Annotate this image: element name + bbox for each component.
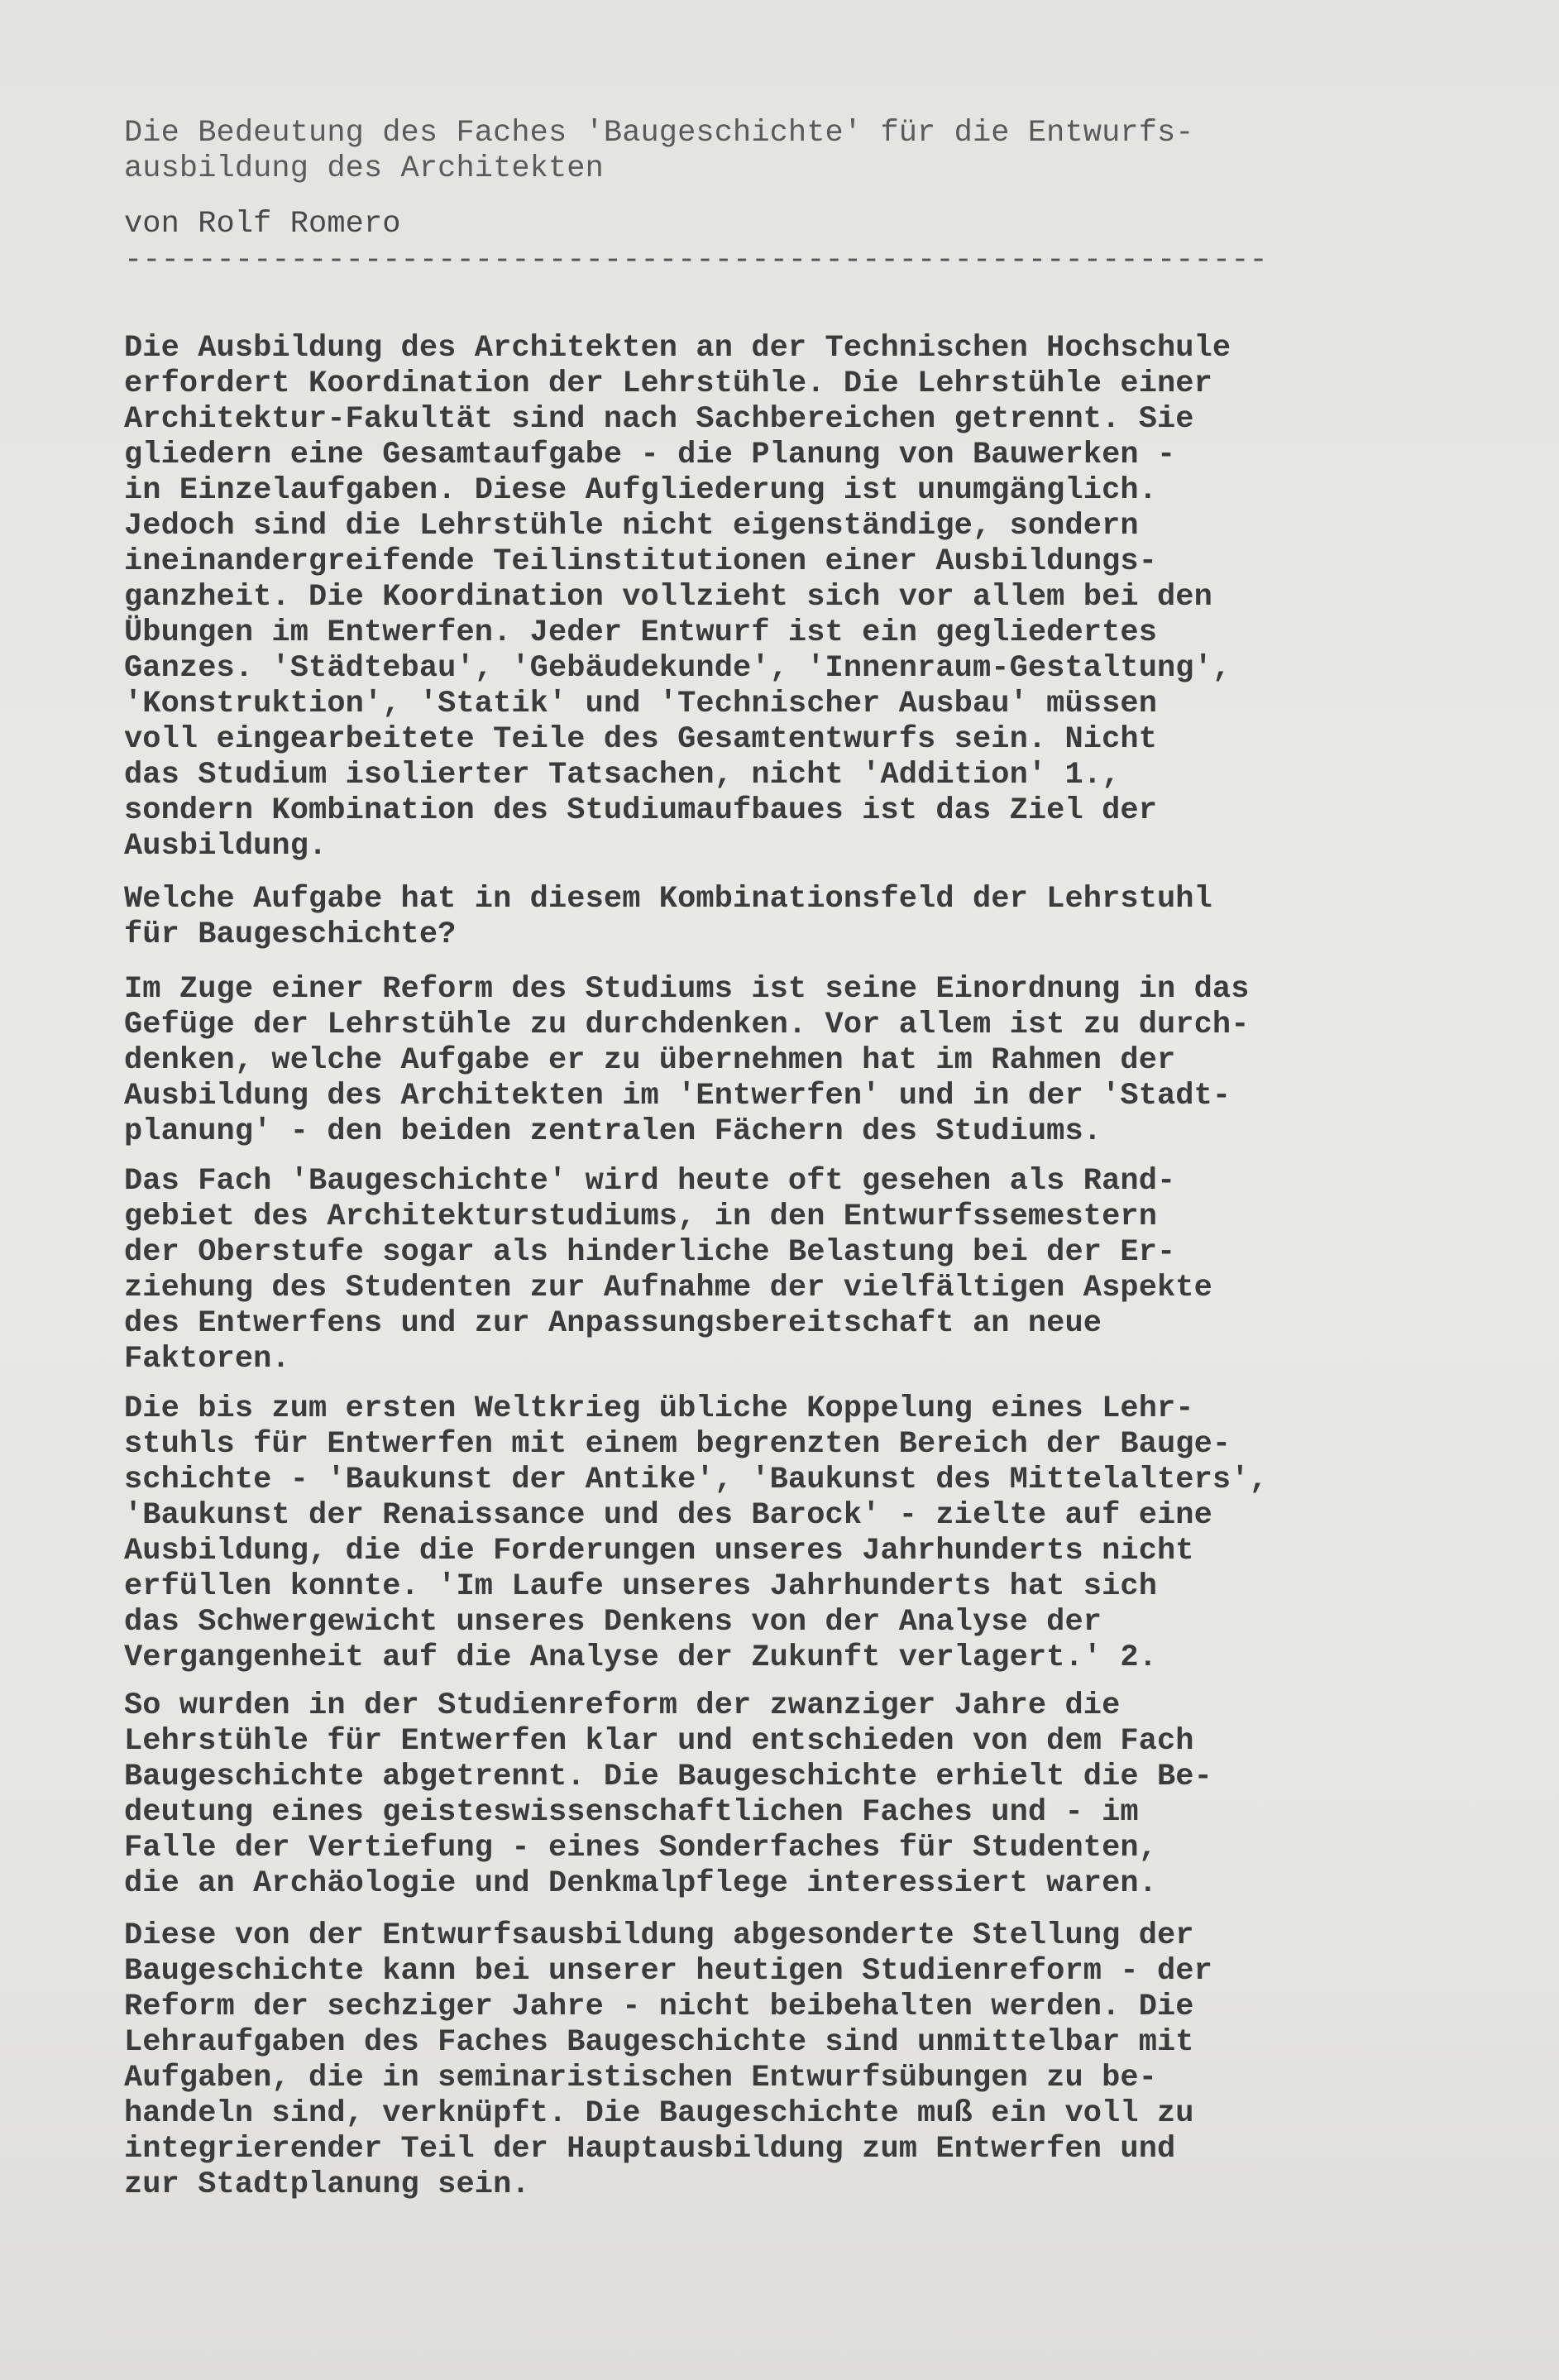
text-line: Falle der Vertiefung - eines Sonderfaches für Studenten, bbox=[124, 1831, 1158, 1865]
text-line: voll eingearbeitete Teile des Gesamtentwurfs sein. Nicht bbox=[124, 722, 1158, 757]
document-title bbox=[124, 116, 1194, 187]
text-line: Lehraufgaben des Faches Baugeschichte sind unmittelbar mit bbox=[124, 2025, 1194, 2060]
text-line: Ausbildung des Architekten im 'Entwerfen' und in der 'Stadt- bbox=[124, 1079, 1231, 1113]
text-line: Reform der sechziger Jahre - nicht beibehalten werden. Die bbox=[124, 1990, 1194, 2024]
text-line: des Entwerfens und zur Anpassungsbereitschaft an neue bbox=[124, 1306, 1102, 1341]
text-line: Faktoren. bbox=[124, 1342, 290, 1377]
paragraph-7 bbox=[124, 1918, 1212, 2203]
text-line: integrierender Teil der Hauptausbildung zum Entwerfen und bbox=[124, 2132, 1176, 2167]
text-line: planung' - den beiden zentralen Fächern des Studiums. bbox=[124, 1114, 1102, 1149]
text-line: Baugeschichte kann bei unserer heutigen Studienreform - der bbox=[124, 1954, 1212, 1989]
text-line: das Schwergewicht unseres Denkens von der Analyse der bbox=[124, 1605, 1102, 1640]
text-line: Die bis zum ersten Weltkrieg übliche Koppelung eines Lehr- bbox=[124, 1391, 1194, 1426]
text-line: deutung eines geisteswissenschaftlichen Faches und - im bbox=[124, 1795, 1139, 1830]
text-line: Vergangenheit auf die Analyse der Zukunft verlagert.' 2. bbox=[124, 1640, 1158, 1675]
text-line: Baugeschichte abgetrennt. Die Baugeschichte erhielt die Be- bbox=[124, 1760, 1212, 1794]
text-line: Jedoch sind die Lehrstühle nicht eigenständige, sondern bbox=[124, 509, 1139, 544]
text-line: in Einzelaufgaben. Diese Aufgliederung ist unumgänglich. bbox=[124, 473, 1158, 508]
paragraph-2 bbox=[124, 882, 1212, 953]
text-line: handeln sind, verknüpft. Die Baugeschichte muß ein voll zu bbox=[124, 2096, 1194, 2131]
text-line: Welche Aufgabe hat in diesem Kombinationsfeld der Lehrstuhl bbox=[124, 882, 1212, 917]
author-line: von Rolf Romero bbox=[124, 207, 401, 242]
text-line: schichte - 'Baukunst der Antike', 'Baukunst des Mittelalters', bbox=[124, 1463, 1268, 1497]
text-line: denken, welche Aufgabe er zu übernehmen hat im Rahmen der bbox=[124, 1043, 1176, 1078]
text-line: zur Stadtplanung sein. bbox=[124, 2167, 530, 2202]
text-line: Architektur-Fakultät sind nach Sachbereichen getrennt. Sie bbox=[124, 402, 1194, 437]
dashed-rule: -------------------------------------------------------------- bbox=[124, 243, 1268, 278]
title-line: Die Bedeutung des Faches 'Baugeschichte' für die Entwurfs- bbox=[124, 116, 1194, 151]
title-line: ausbildung des Architekten bbox=[124, 151, 604, 186]
text-line: erfordert Koordination der Lehrstühle. Die Lehrstühle einer bbox=[124, 366, 1212, 401]
text-line: Im Zuge einer Reform des Studiums ist seine Einordnung in das bbox=[124, 972, 1250, 1007]
text-line: 'Baukunst der Renaissance und des Barock' - zielte auf eine bbox=[124, 1498, 1212, 1533]
text-line: sondern Kombination des Studiumaufbaues ist das Ziel der bbox=[124, 793, 1158, 828]
text-line: So wurden in der Studienreform der zwanziger Jahre die bbox=[124, 1688, 1121, 1723]
paragraph-5 bbox=[124, 1391, 1268, 1676]
text-line: ziehung des Studenten zur Aufnahme der vielfältigen Aspekte bbox=[124, 1271, 1212, 1305]
text-line: Lehrstühle für Entwerfen klar und entschieden von dem Fach bbox=[124, 1724, 1194, 1759]
text-line: Aufgaben, die in seminaristischen Entwurfsübungen zu be- bbox=[124, 2061, 1158, 2095]
text-line: Gefüge der Lehrstühle zu durchdenken. Vor allem ist zu durch- bbox=[124, 1008, 1250, 1042]
paragraph-4 bbox=[124, 1164, 1212, 1377]
text-line: Ganzes. 'Städtebau', 'Gebäudekunde', 'Innenraum-Gestaltung', bbox=[124, 651, 1231, 686]
text-line: ineinandergreifende Teilinstitutionen einer Ausbildungs- bbox=[124, 544, 1158, 579]
text-line: Ausbildung. bbox=[124, 829, 328, 864]
text-line: stuhls für Entwerfen mit einem begrenzten Bereich der Bauge- bbox=[124, 1427, 1231, 1462]
text-line: 'Konstruktion', 'Statik' und 'Technischer Ausbau' müssen bbox=[124, 687, 1158, 721]
text-line: für Baugeschichte? bbox=[124, 917, 457, 952]
text-line: gebiet des Architekturstudiums, in den Entwurfssemestern bbox=[124, 1200, 1158, 1234]
text-line: erfüllen konnte. 'Im Laufe unseres Jahrhunderts hat sich bbox=[124, 1569, 1158, 1604]
text-line: Das Fach 'Baugeschichte' wird heute oft gesehen als Rand- bbox=[124, 1164, 1176, 1199]
text-line: gliedern eine Gesamtaufgabe - die Planung von Bauwerken - bbox=[124, 438, 1176, 472]
text-line: der Oberstufe sogar als hinderliche Belastung bei der Er- bbox=[124, 1235, 1176, 1270]
text-line: Ausbildung, die die Forderungen unseres Jahrhunderts nicht bbox=[124, 1534, 1194, 1568]
text-line: das Studium isolierter Tatsachen, nicht 'Addition' 1., bbox=[124, 758, 1121, 793]
paragraph-6 bbox=[124, 1688, 1212, 1902]
text-line: die an Archäologie und Denkmalpflege interessiert waren. bbox=[124, 1866, 1158, 1901]
paragraph-1 bbox=[124, 331, 1231, 864]
text-line: Die Ausbildung des Architekten an der Technischen Hochschule bbox=[124, 331, 1231, 366]
paragraph-3 bbox=[124, 972, 1250, 1150]
text-line: Übungen im Entwerfen. Jeder Entwurf ist ein gegliedertes bbox=[124, 615, 1158, 650]
text-line: ganzheit. Die Koordination vollzieht sich vor allem bei den bbox=[124, 580, 1212, 615]
text-line: Diese von der Entwurfsausbildung abgesonderte Stellung der bbox=[124, 1918, 1194, 1953]
